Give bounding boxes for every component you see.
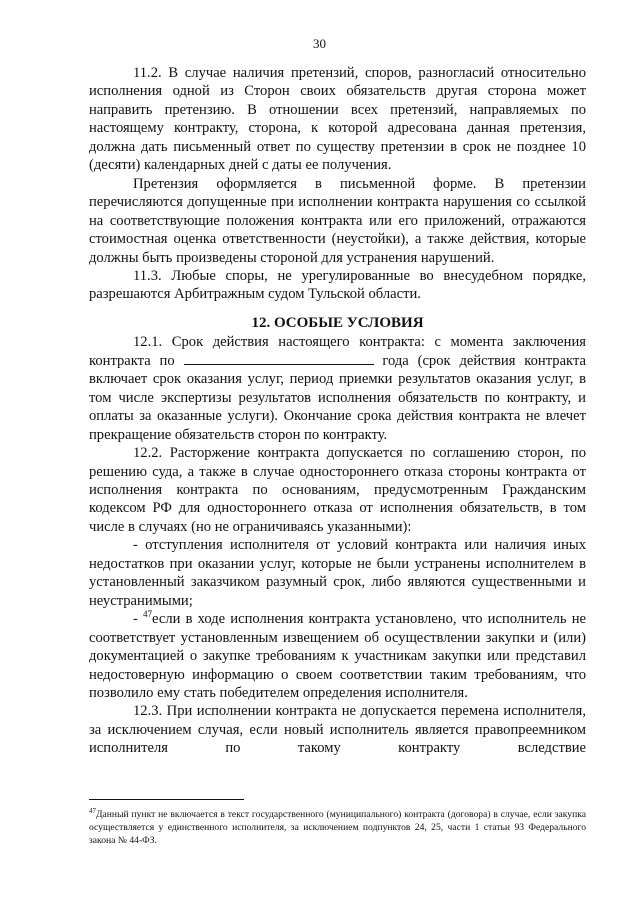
paragraph-11-2-claim-form: Претензия оформляется в письменной форме. В претензии перечисляются допущенные при исполнении контракта нарушения со ссылкой на соответствующие положения контракта или его приложений, отражаются стоимостная оценка ответственности (неустойки), а также действия, которые должны быть произведены стороной для устранения нарушений.	[89, 175, 586, 266]
footnote-marker: 47	[89, 806, 96, 815]
paragraph-12-3: 12.3. При исполнении контракта не допускается перемена исполнителя, за исключением случая, если новый исполнитель является правопреемником исполнителя по такому контракту вследствие	[89, 703, 586, 757]
paragraph-12-1-end: года (срок действия контракта включает срок оказания услуг, период приемки результатов оказания услуг, в том числе экспертизы результатов исполнения обязательств по контракту, и оплаты за оказанные услуги). Окончание срока действия контракта не влечет прекращение обязательств сторон по контракту.	[89, 352, 586, 443]
paragraph-12-1-start: 12.1. Срок действия настоящего контракта: с момента заключения контракта по	[89, 334, 586, 369]
document-body	[89, 64, 586, 758]
footnote	[89, 808, 586, 848]
list-item-contractor-deviation: - отступления исполнителя от условий контракта или наличия иных недостатков при оказании услуг, которые не были устранены исполнителем в установленный заказчиком разумный срок, либо являются существенными и неустранимыми;	[89, 537, 586, 609]
list-item-text: если в ходе исполнения контракта установлено, что исполнитель не соответствует установленным извещением об осуществлении закупки и (или) документацией о закупке требованиям к участникам закупки или представил недостоверную информацию о своем соответствии таким требованиям, что позволило ему стать победителем определения исполнителя.	[89, 611, 586, 701]
section-heading-special-conditions: 12. ОСОБЫЕ УСЛОВИЯ	[251, 314, 424, 331]
paragraph-11-2: 11.2. В случае наличия претензий, споров, разногласий относительно исполнения одной из Сторон своих обязательств другая сторона может направить претензию. В отношении всех претензий, направляемых по настоящему контракту, сторона, к которой адресована данная претензия, должна дать письменный ответ по существу претензии в срок не позднее 10 (десяти) календарных дней с даты ее получения.	[89, 65, 586, 174]
footnote-separator	[89, 799, 244, 800]
list-dash: -	[133, 611, 138, 628]
date-fill-in-blank	[184, 352, 374, 365]
paragraph-11-3: 11.3. Любые споры, не урегулированные во внесудебном порядке, разрешаются Арбитражным судом Тульской области.	[89, 267, 586, 303]
footnote-text: Данный пункт не включается в текст государственного (муниципального) контракта (договора) в случае, если закупка осуществляется у единственного исполнителя, за исключением подпунктов 24, 25, части 1 статьи 93 Федерального закона № 44-ФЗ.	[89, 809, 586, 847]
paragraph-12-2: 12.2. Расторжение контракта допускается по соглашению сторон, по решению суда, а также в случае одностороннего отказа стороны контракта от исполнения контракта по основаниям, предусмотренным Гражданским кодексом РФ для одностороннего отказа от исполнения обязательств, в том числе в случаях (но не ограничиваясь указанными):	[89, 445, 586, 535]
paragraph-12-1	[89, 333, 586, 444]
list-item-contractor-noncompliance	[89, 610, 586, 702]
footnote-reference: 47	[143, 609, 153, 620]
page-number: 30	[313, 36, 326, 51]
